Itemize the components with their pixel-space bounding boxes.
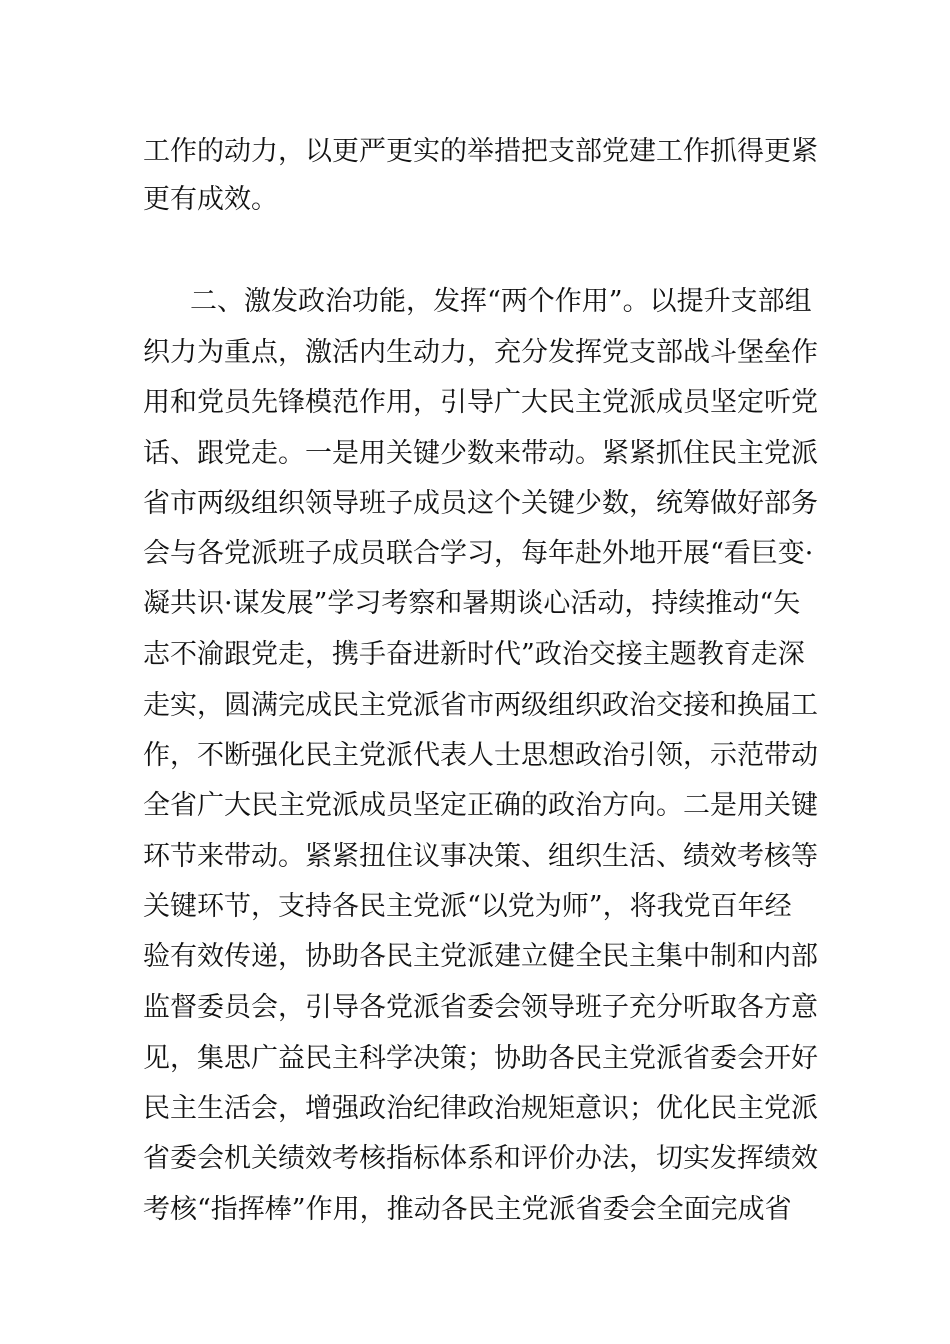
paragraph-2-line-5: 省市两级组织领导班子成员这个关键少数，统筹做好部务 — [143, 488, 818, 519]
paragraph-2-line-18: 省委会机关绩效考核指标体系和评价办法，切实发挥绩效 — [143, 1143, 818, 1174]
paragraph-2-line-2: 织力为重点，激活内生动力，充分发挥党支部战斗堡垒作 — [143, 337, 818, 368]
paragraph-1-line-1: 工作的动力，以更严更实的举措把支部党建工作抓得更紧 — [143, 136, 818, 167]
paragraph-2-line-17: 民主生活会，增强政治纪律政治规矩意识；优化民主党派 — [143, 1093, 818, 1124]
paragraph-2-line-1: 二、激发政治功能，发挥“两个作用”。以提升支部组 — [190, 286, 812, 317]
paragraph-1-line-2: 更有成效。 — [143, 184, 278, 215]
paragraph-2-line-4: 话、跟党走。一是用关键少数来带动。紧紧抓住民主党派 — [143, 438, 818, 469]
paragraph-2-line-3: 用和党员先锋模范作用，引导广大民主党派成员坚定听党 — [143, 387, 818, 418]
paragraph-2-line-7: 凝共识·谋发展”学习考察和暑期谈心活动，持续推动“矢 — [143, 588, 801, 619]
paragraph-2-line-15: 监督委员会，引导各党派省委会领导班子充分听取各方意 — [143, 992, 818, 1023]
paragraph-2-line-9: 走实，圆满完成民主党派省市两级组织政治交接和换届工 — [143, 690, 818, 721]
paragraph-2-line-19: 考核“指挥棒”作用，推动各民主党派省委会全面完成省 — [143, 1194, 792, 1225]
paragraph-2-line-6: 会与各党派班子成员联合学习，每年赴外地开展“看巨变· — [143, 538, 814, 569]
paragraph-2-line-12: 环节来带动。紧紧扭住议事决策、组织生活、绩效考核等 — [143, 841, 818, 872]
paragraph-2-line-11: 全省广大民主党派成员坚定正确的政治方向。二是用关键 — [143, 790, 818, 821]
paragraph-2-line-10: 作，不断强化民主党派代表人士思想政治引领，示范带动 — [143, 740, 818, 771]
paragraph-2-line-16: 见，集思广益民主科学决策；协助各民主党派省委会开好 — [143, 1043, 818, 1074]
paragraph-2-line-13: 关键环节，支持各民主党派“以党为师”，将我党百年经 — [143, 891, 792, 922]
paragraph-2-line-8: 志不渝跟党走，携手奋进新时代”政治交接主题教育走深 — [143, 639, 805, 670]
paragraph-2-line-14: 验有效传递，协助各民主党派建立健全民主集中制和内部 — [143, 941, 818, 972]
